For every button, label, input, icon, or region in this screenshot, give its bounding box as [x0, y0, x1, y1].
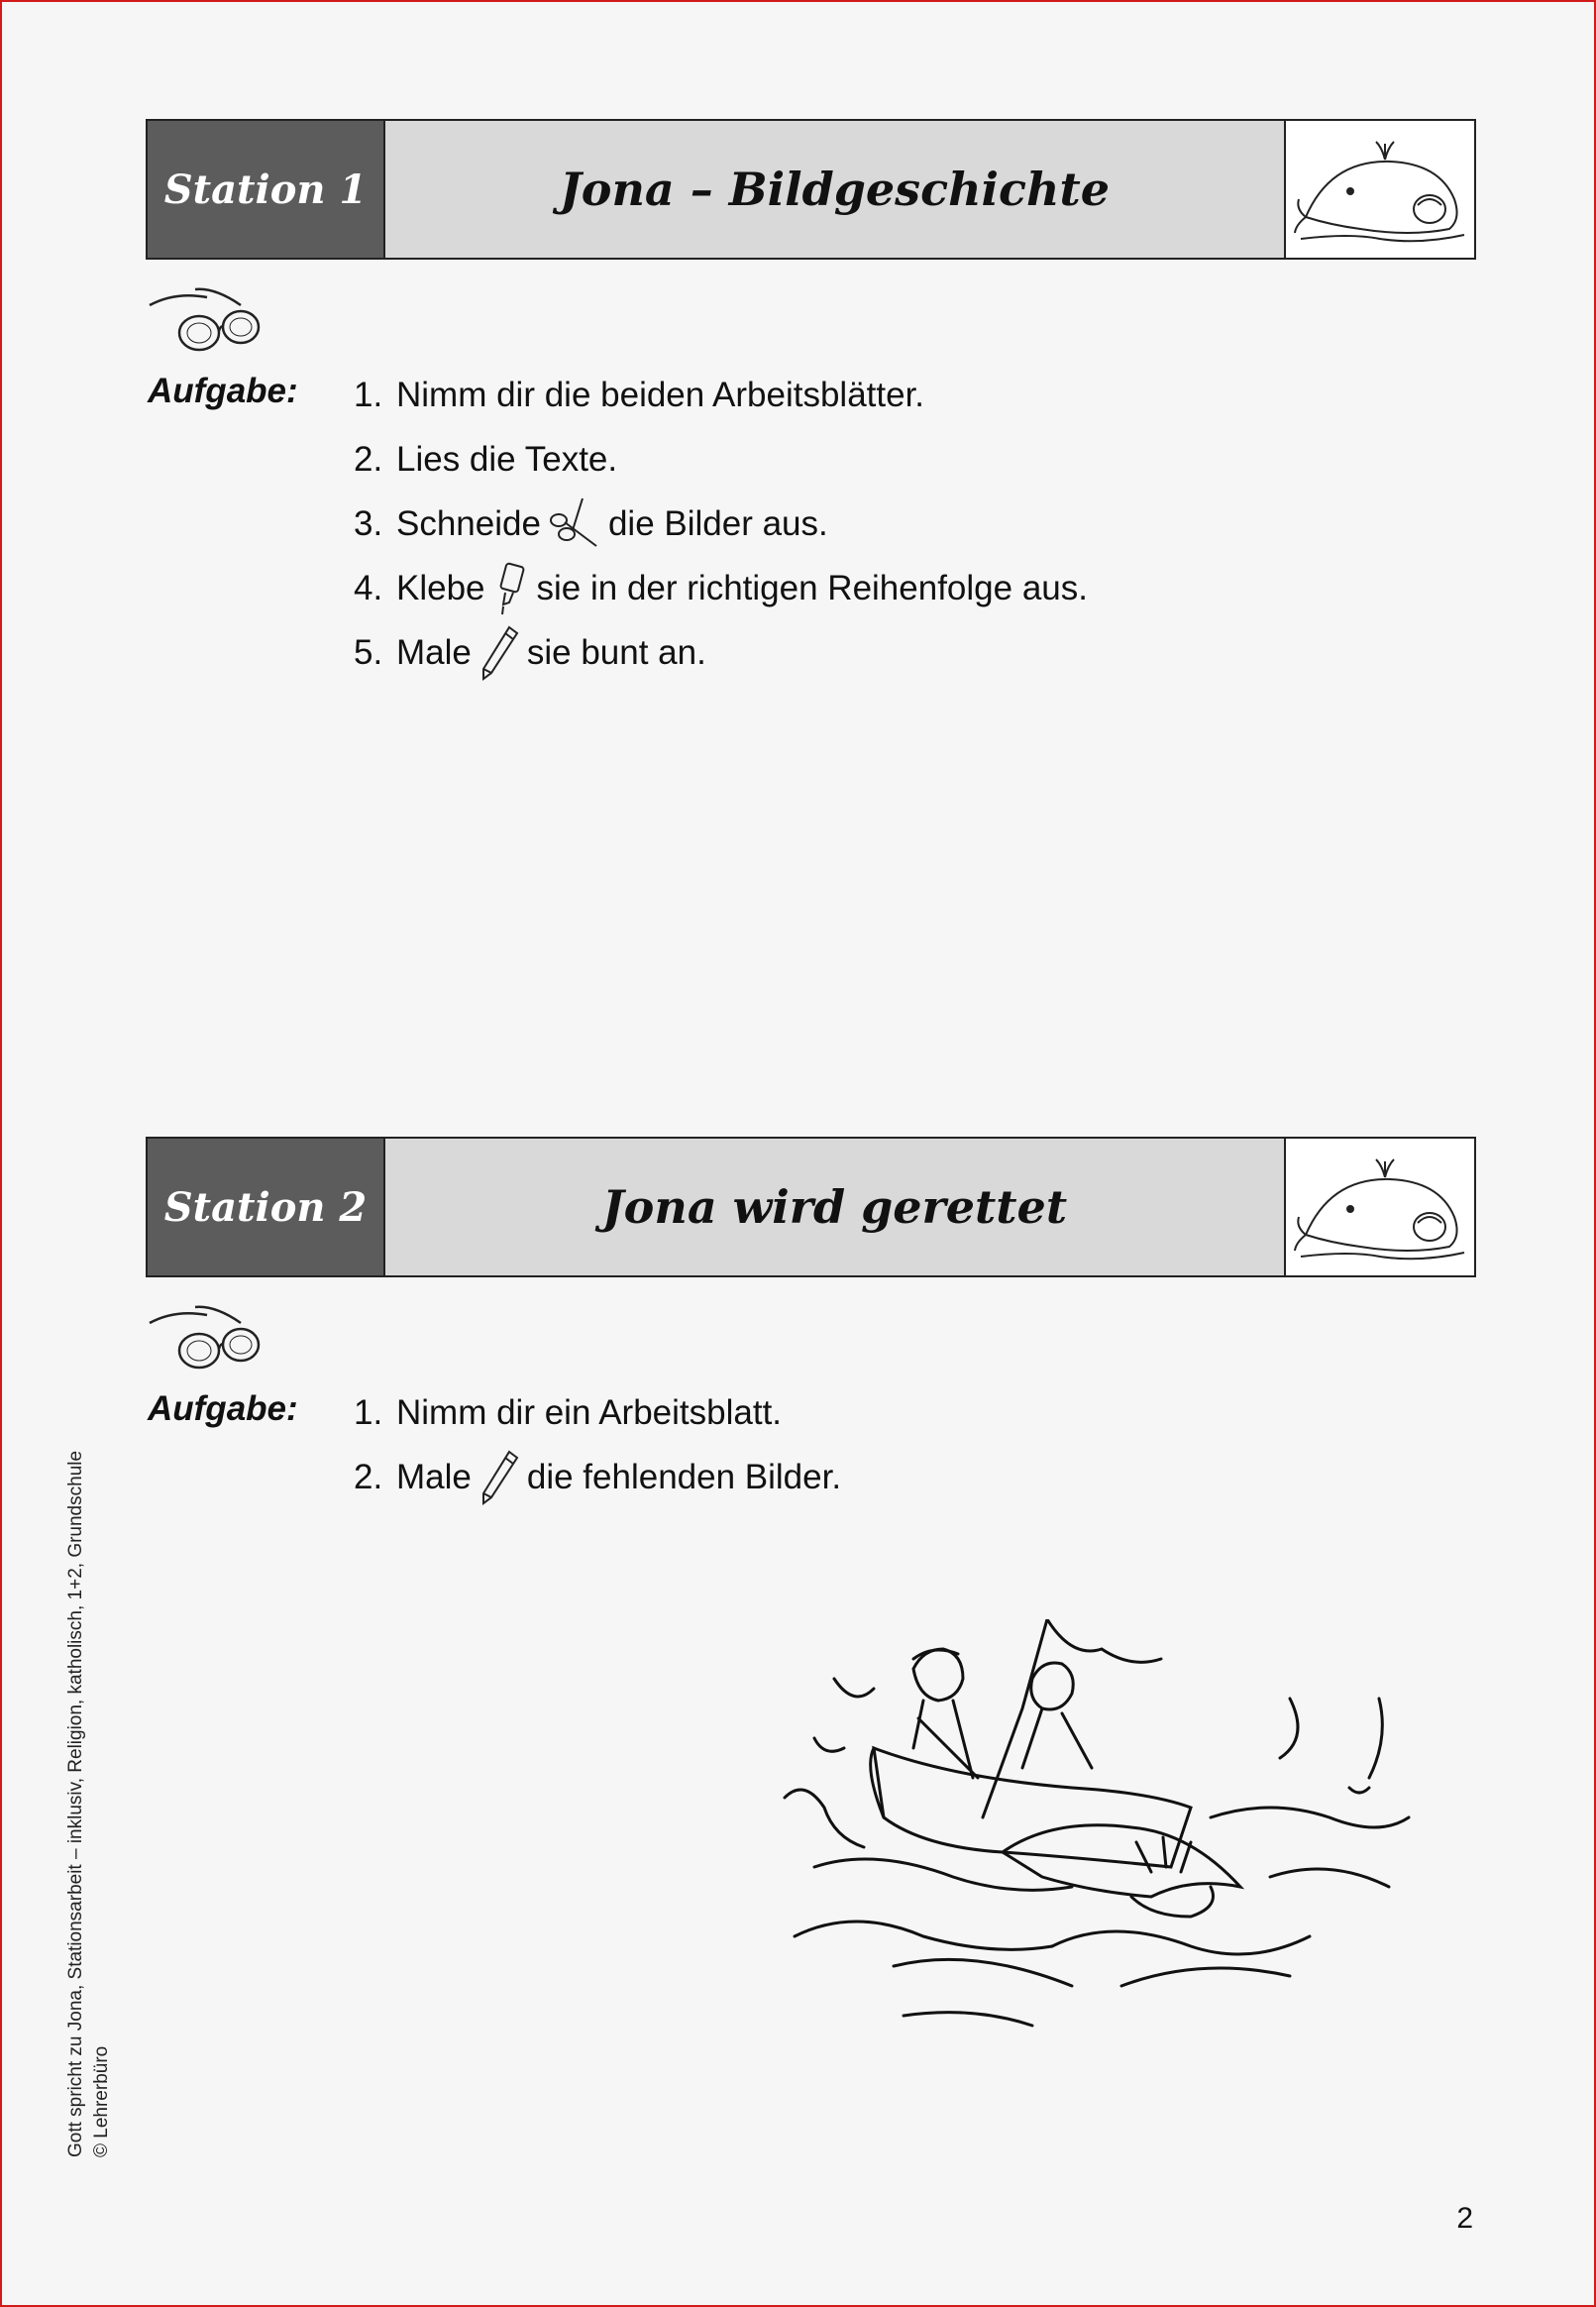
station1-title: Jona – Bildgeschichte: [385, 121, 1286, 258]
station2-label: Station 2: [148, 1139, 385, 1275]
station2-header: [146, 1137, 1476, 1277]
pencil-icon: [478, 623, 521, 683]
list-item: 2. Male die fehlenden Bilder.: [354, 1445, 841, 1509]
glue-icon: [491, 559, 531, 618]
list-item: 2. Lies die Texte.: [354, 439, 618, 479]
list-item: 1. Nimm dir ein Arbeitsblatt.: [354, 1392, 783, 1432]
station1-label: Station 1: [148, 121, 385, 258]
whale-jonah-icon: [1286, 121, 1474, 258]
station1-header: [146, 119, 1476, 260]
list-item: 5. Male sie bunt an.: [354, 620, 1088, 685]
station2-task-label: Aufgabe:: [148, 1389, 298, 1428]
station2-title: Jona wird gerettet: [385, 1139, 1286, 1275]
station1-task-label: Aufgabe:: [148, 372, 298, 410]
page-number: 2: [1456, 2202, 1473, 2235]
side-copyright: Gott spricht zu Jona, Stationsarbeit – inklusiv, Religion, katholisch, 1+2, Grundschule © Lehrerbüro: [65, 1450, 112, 2157]
glasses-icon: [146, 1305, 263, 1374]
list-item: 3. Schneide die Bilder aus.: [354, 492, 1088, 556]
station2-steps: [354, 1380, 841, 1509]
boat-storm-illustration: [775, 1619, 1419, 2045]
pencil-icon: [478, 1448, 521, 1507]
scissors-icon: [547, 494, 602, 554]
list-item: 4. Klebe sie in der richtigen Reihenfolge aus.: [354, 556, 1088, 620]
list-item: 1. Nimm dir die beiden Arbeitsblätter.: [354, 375, 925, 414]
station1-steps: [354, 363, 1088, 685]
glasses-icon: [146, 287, 263, 357]
whale-jonah-icon: [1286, 1139, 1474, 1275]
